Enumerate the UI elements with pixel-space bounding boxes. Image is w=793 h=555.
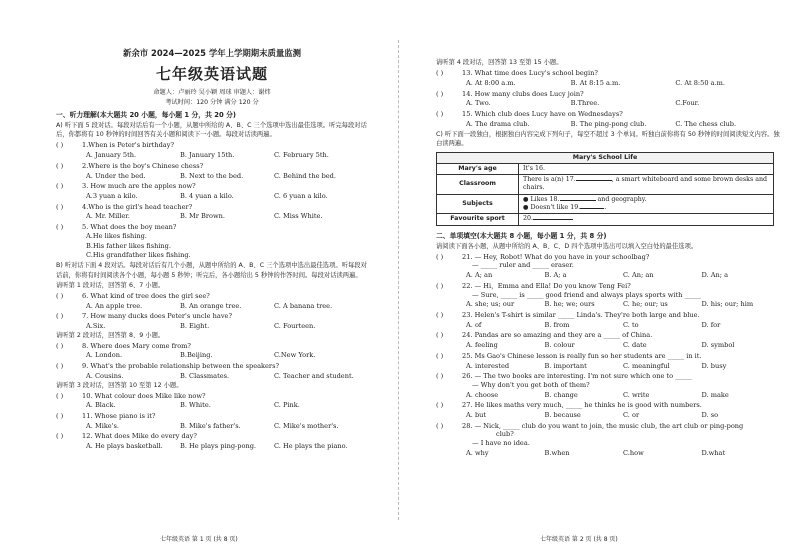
answer-bracket[interactable]: ( ): [56, 391, 64, 400]
exam-header: 新余市 2024—2025 学年上学期期末质量监测: [122, 48, 302, 58]
answer-bracket[interactable]: ( ): [56, 341, 64, 350]
marys-school-life-table: [436, 152, 774, 226]
question-11-options: A. Mike's. B. Mike's father's. C. Mike's mother's.: [86, 421, 339, 430]
question-5: ( ) 5. What does the boy mean?: [56, 223, 177, 232]
answer-bracket[interactable]: ( ): [436, 421, 444, 430]
page-2-footer: 七年级英语 第 2 页 (共 8 页): [540, 536, 618, 543]
page-divider: [398, 40, 399, 520]
question-3-options: A.3 yuan a kilo. B. 4 yuan a kilo. C. 6 yuan a kilo.: [86, 192, 328, 200]
dialogue-4-intro: 请听第 4 段对话，回答第 13 至第 15 小题。: [436, 59, 563, 66]
answer-bracket[interactable]: ( ): [56, 312, 64, 321]
answer-bracket[interactable]: ( ): [436, 351, 444, 360]
answer-bracket[interactable]: ( ): [436, 401, 444, 410]
question-12: ( ) 12. What does Mike do every day?: [56, 432, 197, 441]
authors-line: 命题人：卢丽玲 吴小颖 周球 审题人：谢炜: [153, 88, 271, 96]
question-2-options: A. Under the bed. B. Next to the bed. C. Behind the bed.: [86, 171, 337, 180]
page-1-footer: 七年级英语 第 1 页 (共 8 页): [160, 536, 238, 543]
question-22-options: A. she; us; our B. he; we; ours C. he; our; us D. his; our; him: [466, 300, 754, 309]
page-1: [56, 48, 368, 451]
part-a-instructions: A) 听下面 5 段对话。每段对话后有一个小题，从题中所给的 A、B、C 三个选项中选出最佳选项。听完每段对话后，你都将有 10 秒钟的时间回答有关小题和阅读下一小题。每段对话读两遍。: [56, 122, 367, 139]
question-22: ( ) 22. — Hi，Emma and Ella! Do you know Teng Fei?: [436, 281, 631, 290]
question-13-options: A. At 8:00 a.m. B. At 8:15 a.m. C. At 8:50 a.m.: [466, 78, 726, 87]
question-4: ( ) 4.Who is the girl's head teacher?: [56, 202, 193, 211]
question-11: ( ) 11. Whose piano is it?: [56, 412, 156, 421]
classroom-label: Classroom: [437, 175, 519, 195]
age-value: It's 16.: [519, 163, 774, 174]
answer-blank-19[interactable]: [580, 208, 604, 209]
time-score-line: 考试时间：120 分钟 满分 120 分: [165, 99, 259, 107]
answer-bracket[interactable]: ( ): [56, 202, 64, 211]
section-2-heading: 二、单项填空(本大题共 8 小题，每小题 1 分，共 8 分): [436, 231, 607, 240]
question-7-options: A.Six. B. Eight. C. Fourteen.: [86, 321, 316, 330]
classroom-value: There is a(n) 17. , a smart whiteboard and some brown desks and chairs.: [519, 175, 774, 195]
answer-bracket[interactable]: ( ): [56, 362, 64, 371]
table-title: Mary's School Life: [437, 152, 774, 163]
answer-blank-17[interactable]: [576, 180, 612, 181]
answer-bracket[interactable]: ( ): [56, 291, 64, 300]
answer-bracket[interactable]: ( ): [436, 109, 444, 118]
question-2: ( ) 2.Where is the boy's Chinese chess?: [56, 161, 204, 170]
exam-title: 七年级英语试题: [155, 65, 268, 84]
answer-bracket[interactable]: ( ): [56, 141, 64, 150]
question-23: ( ) 23. Helen's T-shirt is similar _____ Linda's. They're both large and blue.: [436, 310, 700, 319]
question-26-options: A. choose B. change C. write D. make: [466, 390, 729, 399]
question-23-options: A. of B. from C. to D. for: [466, 320, 721, 329]
section-2-instructions: 请阅读下面各小题，从题中所给的 A、B、C、D 四个选项中选出可以填入空白处的最佳选项。: [436, 242, 698, 250]
question-24: ( ) 24. Pandas are so amazing and they are a _____ of China.: [436, 331, 653, 340]
question-21-options: A. A; an B. A; a C. An; an D. An; a: [466, 271, 729, 280]
part-c-instructions: C) 听下面一段独白，根据独白内容完成下列句子，每空不超过 3 个单词。听独白前你将有 50 秒钟的时间阅读短文内容。独白读两遍。: [436, 131, 780, 148]
question-7: ( ) 7. How many ducks does Peter's uncle have?: [56, 312, 232, 321]
bullet-icon: ●: [523, 195, 531, 203]
answer-blank-18[interactable]: [560, 200, 596, 201]
question-6: ( ) 6. What kind of tree does the girl see?: [56, 291, 210, 300]
dialogue-1-intro: 请听第 1 段对话，回答第 6、7 小题。: [56, 281, 165, 289]
part-b-instructions: B) 听对话下面 4 段对话。每段对话后有几个小题，从题中所给的 A、B、C 三个选项中选出最佳选项。听每段对话前，你将有时间阅读各个小题，每小题 5 秒钟；听完后，各小题给出 5 秒钟的作答时间。每段对话读两遍。: [56, 262, 367, 279]
age-label: Mary's age: [437, 163, 519, 174]
answer-bracket[interactable]: ( ): [56, 412, 64, 421]
question-14: ( ) 14. How many clubs does Lucy join?: [436, 89, 584, 98]
question-8: ( ) 8. Where does Mary come from?: [56, 341, 191, 350]
question-13: ( ) 13. What time does Lucy's school begin?: [436, 69, 598, 78]
answer-bracket[interactable]: ( ): [56, 432, 64, 441]
answer-blank-20[interactable]: [533, 219, 573, 220]
subjects-value: ● Likes 18. and geography. ● Doesn't like 19. .: [519, 194, 774, 214]
question-5-options: A.He likes fishing. B.His father likes fishing. C.His grandfather likes fishing.: [86, 232, 191, 259]
sport-label: Favourite sport: [437, 214, 519, 225]
question-27: ( ) 27. He likes maths very much, _____ he thinks he is good with numbers.: [436, 401, 702, 410]
answer-bracket[interactable]: ( ): [56, 223, 64, 232]
subjects-label: Subjects: [437, 194, 519, 214]
section-1-heading: 一、听力理解(本大题共 20 小题，每小题 1 分，共 20 分): [56, 111, 236, 120]
answer-bracket[interactable]: ( ): [436, 281, 444, 290]
answer-bracket[interactable]: ( ): [56, 182, 64, 191]
question-1-options: A. January 5th. B. January 15th. C. February 5th.: [86, 151, 329, 160]
dialogue-3-intro: 请听第 3 段对话，回答第 10 至第 12 小题。: [56, 381, 183, 389]
answer-bracket[interactable]: ( ): [436, 89, 444, 98]
page-2: 请听第 4 段对话，回答第 13 至第 15 小题。 ( ) 13. What time does Lucy's school begin? A. At 8:00 a.m. B. At 8:15 a.m. C. At 8:50 a.m. ( ) 14. How many clubs does Lucy join? A. Two. B.Three. C.Four. ( ) 15. Which club does Lucy have on Wednesdays? A. The drama club. B. The ping-pong club. C. The chess club. C) 听下面一段独白，根据独白内容完成下列句子，每空不超过 3 个单词。听独白前你将有 50 秒钟的时间阅读短文内容。独白读两遍。 Mary's School Life Mary's age It's 16. Classroom There is a(n) 17. , a smart whiteboard and some brown desks and chairs. Subjects ● Likes 18. and geography. ● Doesn't like 19. . Favourite sport 20. 二、单项填空(本大题共 8 小题，每小题 1 分，共 8 分) 请阅读下面各小题，从题中所给的 A、B、C、D 四个选项中选出可以填入空白处的最佳选项。 ( ) 21. — Hey, Robot! What do you have in your schoolbag? — _____ ruler and _____ eraser. A. A; an B. A; a C. An; an D. An; a ( ) 22. — Hi，Emma and Ella! Do you know Teng Fei? — Sure, _____ is _____ good friend and always plays sports with _____ A. she; us; our B. he; we; ours C. he; our; us D. his; our; him ( ) 23. Helen's T-shirt is similar _____ Linda's. They're both large and blue. A. of B. from C. to D. for ( ) 24. Pandas are so amazing and they are a _____ of China. A. feeling B. colour C. date D. symbol ( ) 25. Ms Gao's Chinese lesson is really fun so her students are _____ in it. A. interested B. important C. meaningful D. busy ( ) 26. — The two books are interesting. I'm not sure which one to _____ — Why don't you get both of them? A. choose B. change C. write D. make ( ) 27. He likes maths very much, _____ he thinks he is good with numbers. A. but B. because C. or D. so ( ) 28. — Nick, _____ club do you want to join, the music club, the art club or ping-pong club? — I have no idea. A. why B.when C.how D.what: [436, 59, 780, 457]
question-1: ( ) 1.When is Peter's birthday?: [56, 141, 174, 150]
question-24-options: A. feeling B. colour C. date D. symbol: [466, 341, 735, 350]
answer-bracket[interactable]: ( ): [56, 161, 64, 170]
question-21: ( ) 21. — Hey, Robot! What do you have in your schoolbag?: [436, 252, 650, 261]
question-28-options: A. why B.when C.how D.what: [466, 448, 726, 457]
dialogue-2-intro: 请听第 2 段对话，回答第 8、9 小题。: [56, 331, 165, 339]
answer-bracket[interactable]: ( ): [436, 310, 444, 319]
bullet-icon: ●: [523, 204, 531, 212]
question-4-options: A. Mr. Miller. B. Mr Brown. C. Miss White.: [86, 212, 323, 221]
question-15-options: A. The drama club. B. The ping-pong club. C. The chess club.: [466, 119, 737, 128]
question-26: ( ) 26. — The two books are interesting. I'm not sure which one to _____: [436, 372, 692, 381]
question-25: ( ) 25. Ms Gao's Chinese lesson is really fun so her students are _____ in it.: [436, 351, 702, 360]
question-25-options: A. interested B. important C. meaningful D. busy: [466, 361, 727, 370]
answer-bracket[interactable]: ( ): [436, 252, 444, 261]
question-3: ( ) 3. How much are the apples now?: [56, 182, 196, 191]
question-10: ( ) 10. What colour does Mike like now?: [56, 391, 206, 400]
question-8-options: A. London. B.Beijing. C.New York.: [86, 351, 316, 360]
question-28: ( ) 28. — Nick, _____ club do you want to join, the music club, the art club or ping-pong: [436, 421, 744, 430]
question-9-options: A. Cousins. B. Classmates. C. Teacher and student.: [86, 371, 354, 380]
answer-bracket[interactable]: ( ): [436, 69, 444, 78]
question-27-options: A. but B. because C. or D. so: [466, 411, 719, 420]
question-12-options: A. He plays basketball. B. He plays ping-pong. C. He plays the piano.: [86, 442, 348, 451]
question-9: ( ) 9. What's the probable relationship between the speakers?: [56, 362, 279, 371]
question-10-options: A. Black. B. White. C. Pink.: [86, 401, 300, 410]
question-6-options: A. An apple tree. B. An orange tree. C. A banana tree.: [86, 301, 333, 310]
answer-bracket[interactable]: ( ): [436, 372, 444, 381]
question-15: ( ) 15. Which club does Lucy have on Wednesdays?: [436, 109, 623, 118]
sport-value: 20.: [519, 214, 774, 225]
question-14-options: A. Two. B.Three. C.Four.: [466, 99, 700, 108]
answer-bracket[interactable]: ( ): [436, 331, 444, 340]
